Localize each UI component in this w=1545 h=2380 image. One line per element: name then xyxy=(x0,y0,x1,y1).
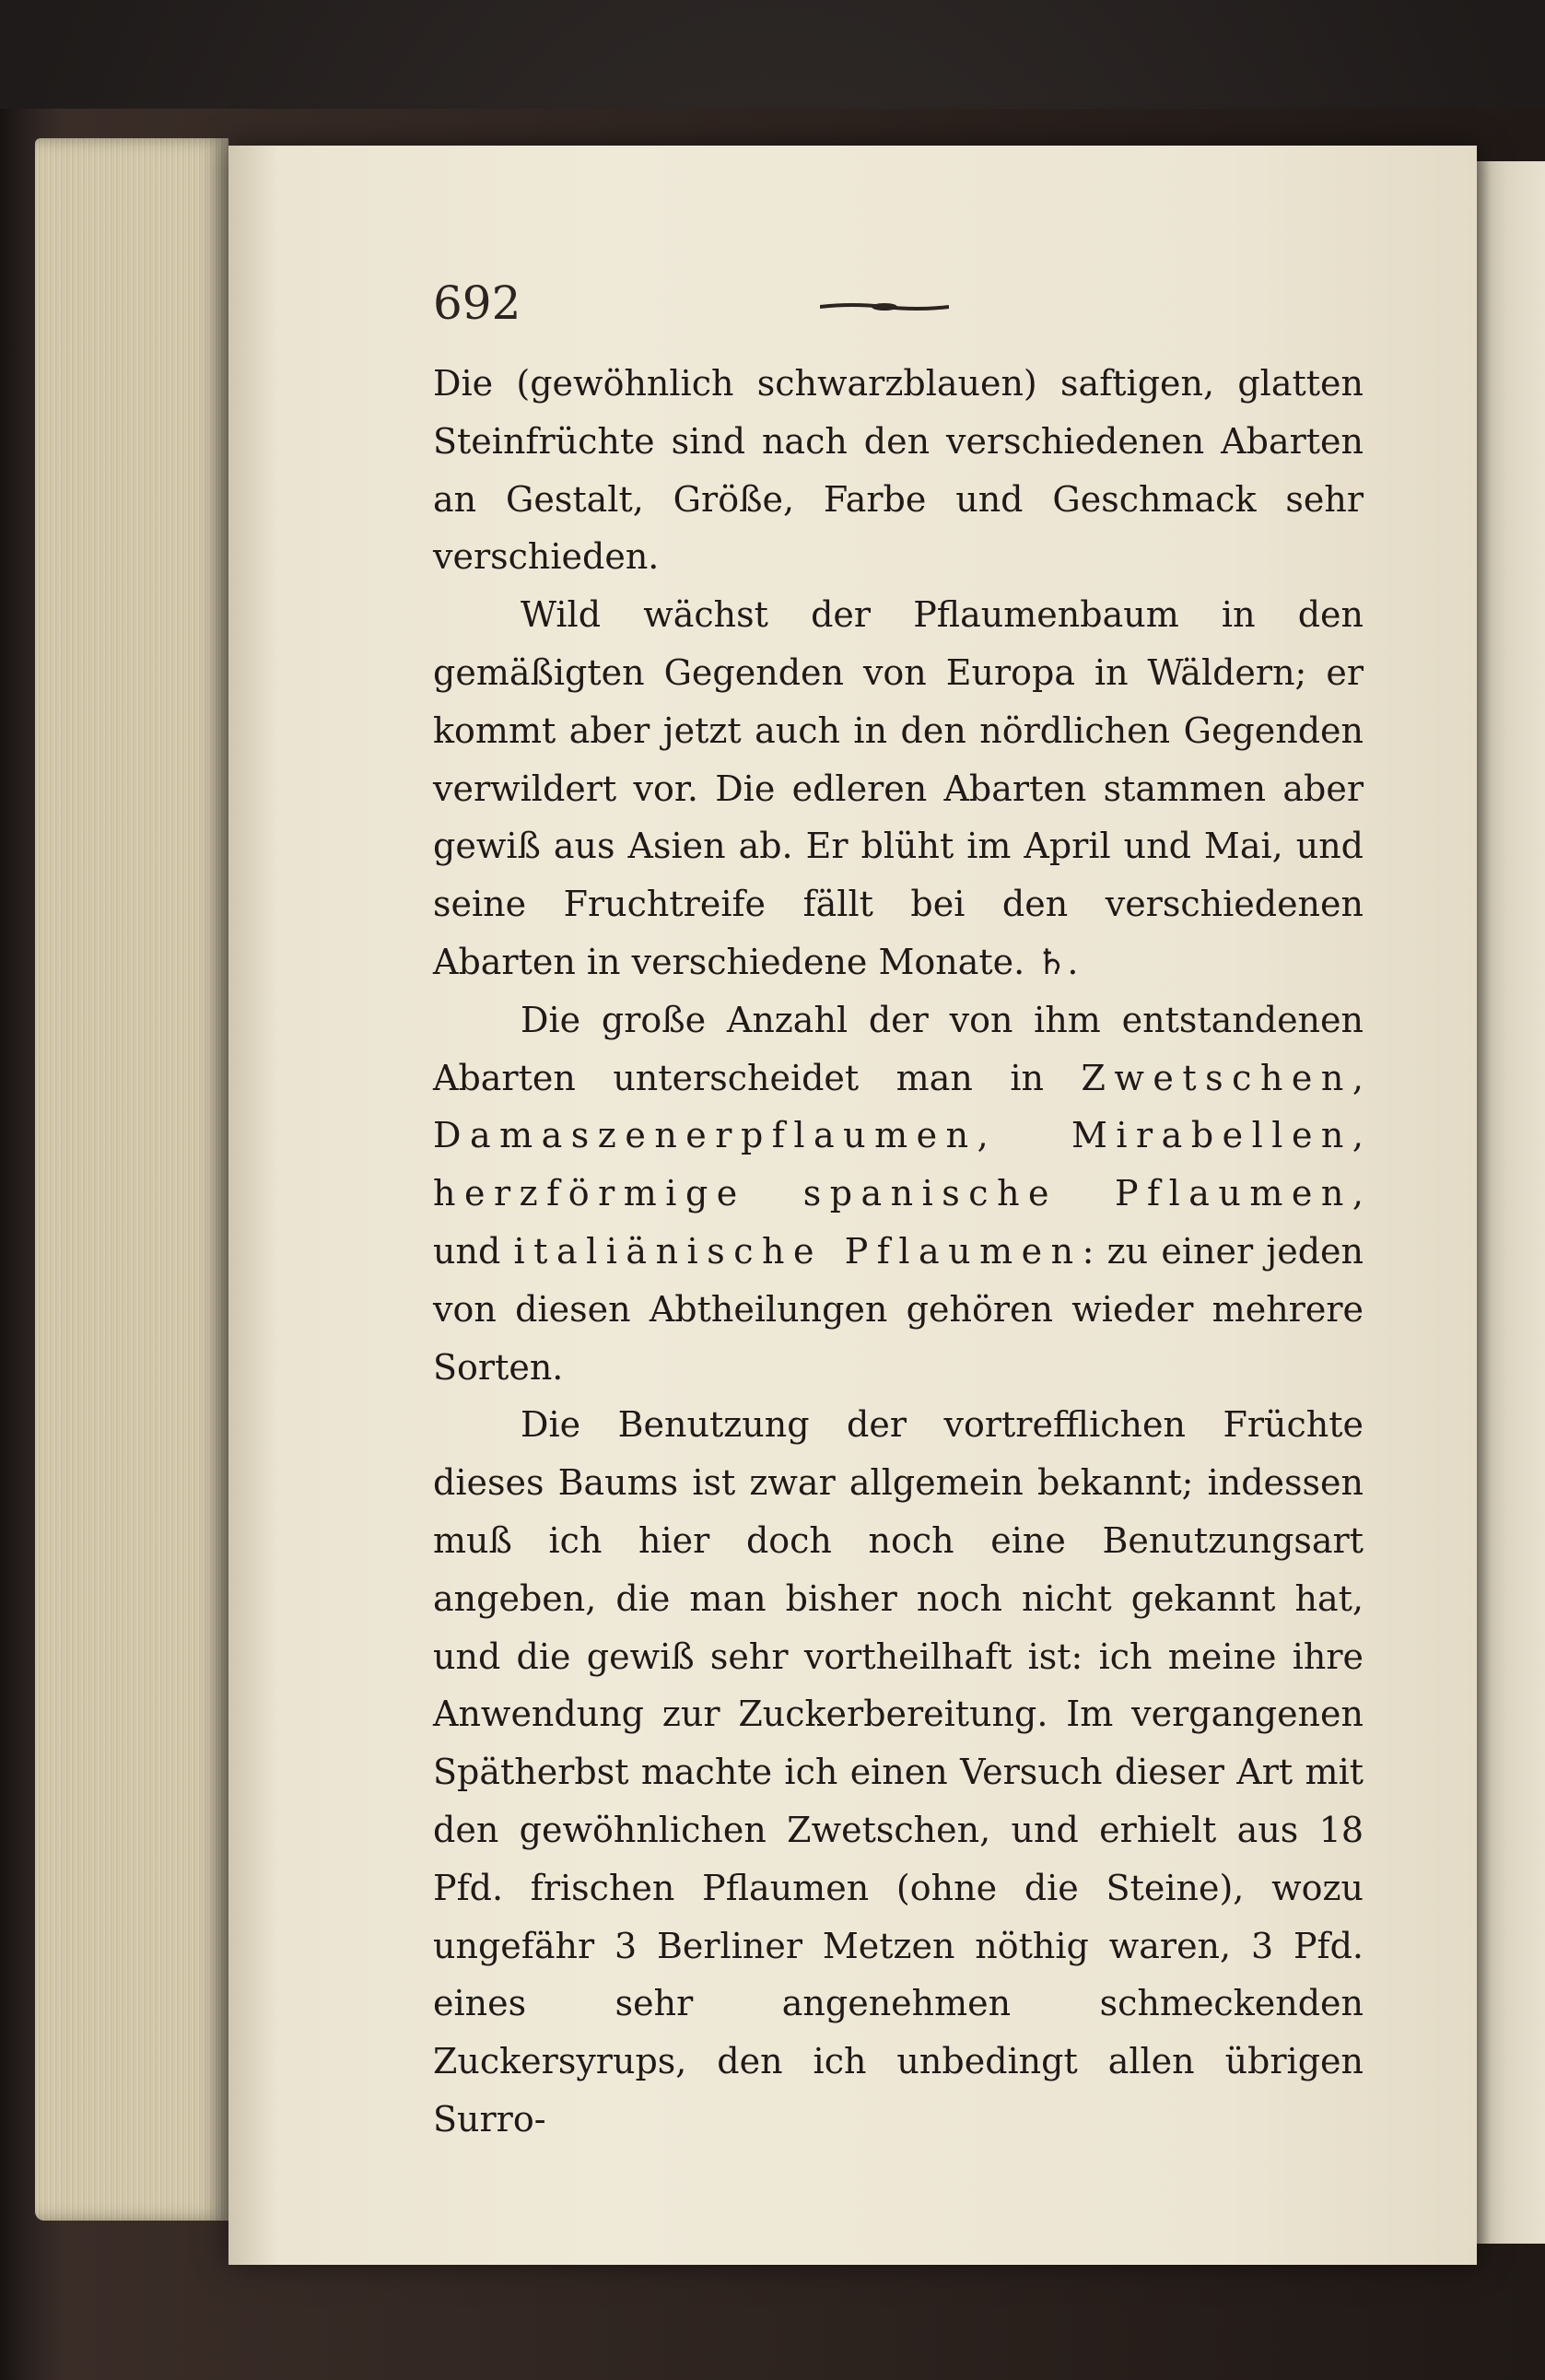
facing-page-edge xyxy=(1477,161,1545,2244)
paragraph xyxy=(433,991,1364,1397)
text-run: : zu einer jeden von diesen Abtheilungen gehören wieder mehrere Sorten. xyxy=(433,1230,1364,1388)
page-header xyxy=(433,276,1364,350)
paragraph xyxy=(433,355,1364,586)
emphasized-term: Zwetschen xyxy=(1081,1057,1352,1098)
paragraph xyxy=(433,586,1364,991)
text-run: , xyxy=(1352,1057,1364,1098)
text-run: Die (gewöhnlich schwarzblauen) saftigen, glatten Steinfrüchte sind nach den verschiedenen Abarten an Gestalt, Größe, Farbe und Geschmack sehr verschieden. xyxy=(433,363,1364,578)
text-run: Wild wächst der Pflaumenbaum in den gemäßigten Gegenden von Europa in Wäldern; er kommt aber jetzt auch in den nördlichen Gegenden verwildert vor. Die edleren Abarten stammen aber gewiß aus Asien ab. Er blüht im April und Mai, und seine Fruchtreife fällt bei den verschiedenen Abarten in verschiedene Monate. ♄. xyxy=(433,594,1364,982)
paragraph xyxy=(433,1396,1364,2148)
header-rule-ornament xyxy=(820,302,949,311)
body-text xyxy=(433,355,1364,2149)
text-run: Die große Anzahl der von ihm entstandenen Abarten unterscheidet man in xyxy=(433,999,1364,1098)
page-edges xyxy=(35,138,228,2221)
text-run: Die Benutzung der vortrefflichen Früchte dieses Baums ist zwar allgemein bekannt; indessen muß ich hier doch noch eine Benutzungsart angeben, die man bisher noch nicht gekannt hat, und die gewiß sehr vortheilhaft ist: ich meine ihre Anwendung zur Zuckerbereitung. Im vergangenen Spätherbst machte ich einen Versuch dieser Art mit den gewöhnlichen Zwetschen, und erhielt aus 18 Pfd. frischen Pflaumen (ohne die Steine), wozu ungefähr 3 Berliner Metzen nöthig waren, 3 Pfd. eines sehr angenehmen schmeckenden Zuckersyrups, den ich unbedingt allen übrigen Surro- xyxy=(433,1404,1364,2140)
emphasized-term: Mirabellen xyxy=(1071,1115,1352,1156)
emphasized-term: Damaszenerpflaumen xyxy=(433,1115,977,1156)
text-run: , xyxy=(977,1115,1071,1156)
emphasized-term: herzförmige spanische Pflaumen xyxy=(433,1173,1352,1214)
page-number: 692 xyxy=(433,276,521,330)
emphasized-term: italiänische Pflaumen xyxy=(513,1230,1083,1272)
text-run: , und xyxy=(433,1173,1364,1272)
text-run: , xyxy=(1352,1115,1364,1156)
